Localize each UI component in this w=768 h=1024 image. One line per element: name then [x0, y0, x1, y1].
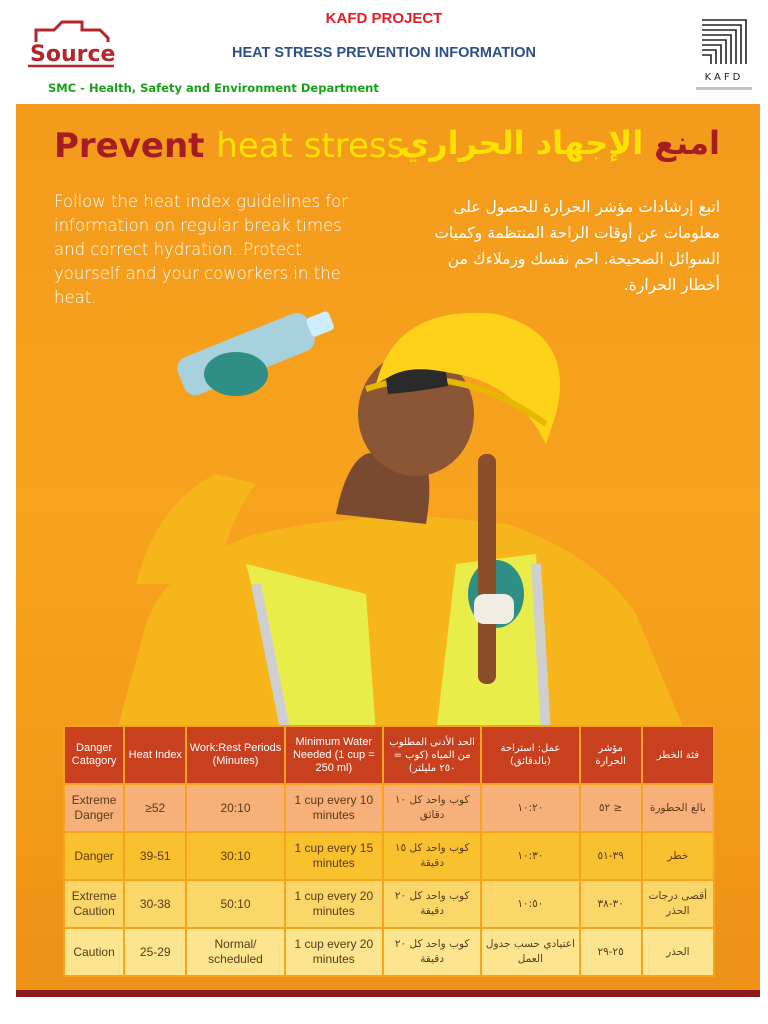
- table-cell: اعتيادي حسب جدول العمل: [481, 928, 579, 976]
- table-cell: 1 cup every 20 minutes: [285, 928, 383, 976]
- table-cell: بالغ الخطورة: [642, 784, 714, 832]
- table-cell: Caution: [64, 928, 124, 976]
- table-cell: 20:10: [186, 784, 284, 832]
- heat-index-table: [63, 725, 715, 977]
- table-cell: كوب واحد كل ١٥ دقيقة: [383, 832, 481, 880]
- body-text-arabic: اتبع إرشادات مؤشر الحرارة للحصول على معلومات عن أوقات الراحة المنتظمة وكميات السوائل الصحيحة. احم نفسك وزملاءك من أخطار الحرارة.: [434, 198, 720, 294]
- table-cell: 30:10: [186, 832, 284, 880]
- kafd-emblem-icon: [694, 16, 754, 70]
- header-heat-index: Heat Index: [124, 726, 186, 784]
- table-cell: ≥52: [124, 784, 186, 832]
- headline-ar-part2: الإجهاد الحراري: [399, 124, 644, 162]
- headline-arabic: [400, 124, 720, 162]
- worker-drinking-water-illustration: [76, 264, 716, 734]
- table-row: [64, 832, 714, 880]
- table-cell: ≤ ٥٢: [580, 784, 642, 832]
- table-cell: خطر: [642, 832, 714, 880]
- table-cell: Extreme Danger: [64, 784, 124, 832]
- header-water-needed: Minimum Water Needed (1 cup = 250 ml): [285, 726, 383, 784]
- table-cell: الحذر: [642, 928, 714, 976]
- header-water-needed-ar: الحد الأدنى المطلوب من المياه (كوب = ٢٥٠ مليلتر): [383, 726, 481, 784]
- header-danger-category-ar: فئة الخطر: [642, 726, 714, 784]
- kafd-logo-subline: [696, 87, 752, 90]
- table-cell: ١٠:٥٠: [481, 880, 579, 928]
- page-header: [0, 0, 768, 104]
- table-header-row: [64, 726, 714, 784]
- header-work-rest: Work:Rest Periods (Minutes): [186, 726, 284, 784]
- table-cell: كوب واحد كل ٢٠ دقيقة: [383, 880, 481, 928]
- poster: [16, 104, 760, 990]
- department-name: SMC - Health, Safety and Environment Department: [48, 81, 379, 95]
- table-cell: 1 cup every 15 minutes: [285, 832, 383, 880]
- header-heat-index-ar: مؤشر الحرارة: [580, 726, 642, 784]
- table-cell: كوب واحد كل ٢٠ دقيقة: [383, 928, 481, 976]
- body-text-english: Follow the heat index guidelines for information on regular break times and correct hydration. Protect yourself and your coworkers in the heat.: [54, 192, 349, 307]
- table-row: [64, 880, 714, 928]
- table-cell: 1 cup every 10 minutes: [285, 784, 383, 832]
- kafd-logo: [694, 16, 754, 96]
- headline-ar-part1: امنع: [654, 124, 720, 162]
- header-work-rest-ar: عمل: استراحة (بالدقائق): [481, 726, 579, 784]
- headline-en-part1: Prevent: [54, 126, 205, 166]
- table-cell: كوب واحد كل ١٠ دقائق: [383, 784, 481, 832]
- heat-table: [63, 725, 715, 977]
- table-cell: 30-38: [124, 880, 186, 928]
- headline-english: [54, 126, 404, 166]
- table-cell: 39-51: [124, 832, 186, 880]
- table-cell: أقصى درجات الحذر: [642, 880, 714, 928]
- header-danger-category: Danger Catagory: [64, 726, 124, 784]
- table-cell: ٢٥-٢٩: [580, 928, 642, 976]
- table-cell: Normal/ scheduled: [186, 928, 284, 976]
- table-cell: ٣٩-٥١: [580, 832, 642, 880]
- table-cell: Extreme Caution: [64, 880, 124, 928]
- table-cell: Danger: [64, 832, 124, 880]
- table-cell: 1 cup every 20 minutes: [285, 880, 383, 928]
- table-cell: 25-29: [124, 928, 186, 976]
- headline-en-part2: heat stress: [216, 126, 405, 166]
- document-subtitle: HEAT STRESS PREVENTION INFORMATION: [232, 45, 536, 61]
- footer-bar: [16, 990, 760, 997]
- table-cell: ١٠:٣٠: [481, 832, 579, 880]
- table-cell: 50:10: [186, 880, 284, 928]
- table-cell: ١٠:٢٠: [481, 784, 579, 832]
- table-cell: ٣٠-٣٨: [580, 880, 642, 928]
- table-row: [64, 928, 714, 976]
- project-title: KAFD PROJECT: [325, 10, 443, 27]
- table-row: [64, 784, 714, 832]
- kafd-logo-text: KAFD: [704, 72, 744, 83]
- source-logo-text: Source: [30, 42, 116, 67]
